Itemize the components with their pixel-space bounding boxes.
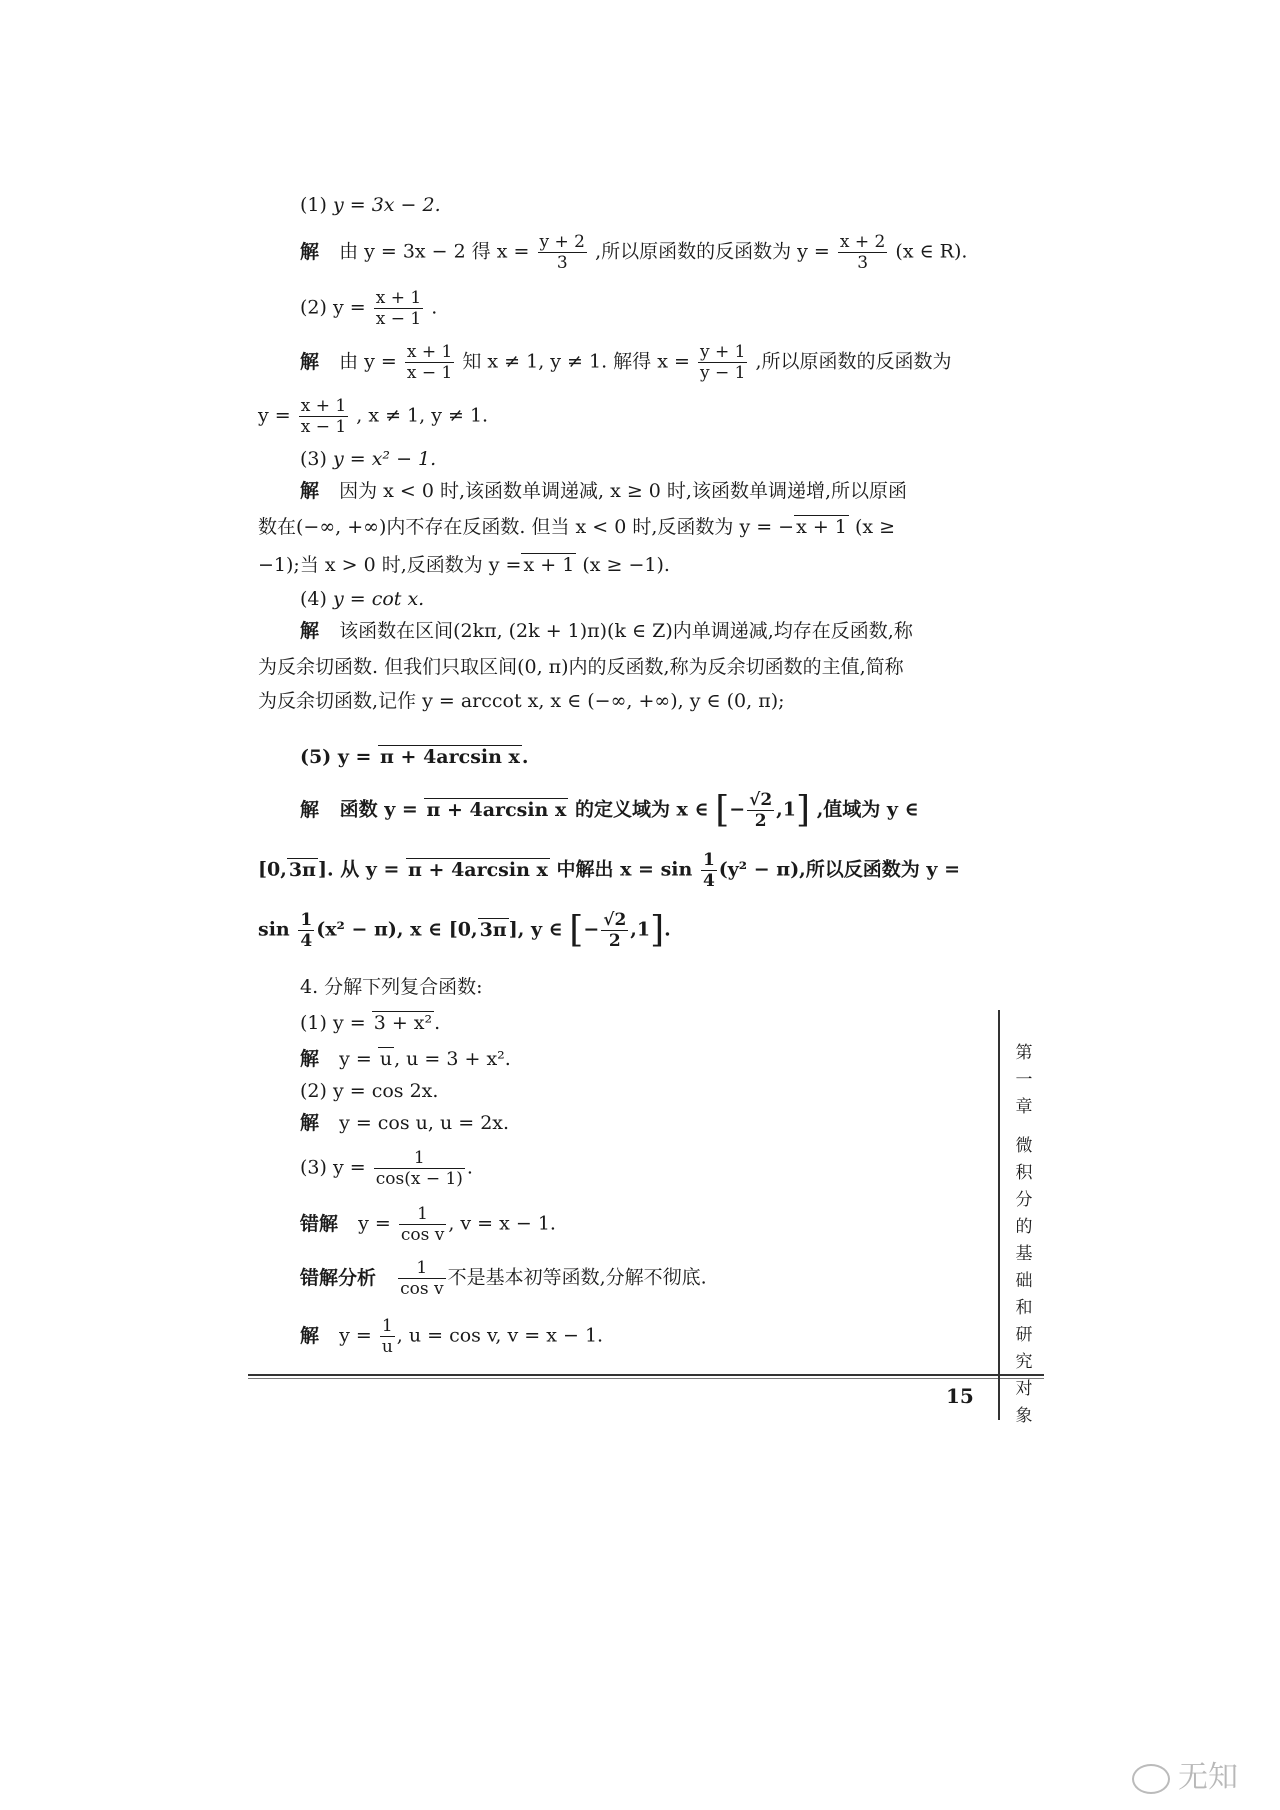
formula: y = [332,296,366,319]
watermark-text: 无知 [1178,1760,1238,1795]
solution-label: 解 [300,480,320,502]
footer-rule-thin [248,1378,1044,1379]
fraction: $\frac{x + 1}{x - 1}$ [300,396,347,437]
q4-3-statement: (3) y = $\frac{1}{\cos(x - 1)}$ . [300,1148,473,1189]
left-bracket: [ [569,909,584,951]
item-label: (5) [300,746,332,768]
fraction: $\frac{1}{u}$ [381,1316,393,1357]
sqrt: π + 4arcsin x [408,858,548,881]
item-1-solution [300,232,967,273]
fraction: $\frac{1}{\cos(x - 1)}$ [375,1148,463,1189]
solution-label: 解 [300,350,320,373]
fraction: $\frac{√2}{2}$ [603,910,627,951]
solution-label: 解 [300,1324,320,1347]
item-5-solution-line1: 解 函数 y = π + 4arcsin x 的定义域为 x ∈ [− $\frac{√2}{2}$ ,1] ,值域为 y ∈ [300,789,919,831]
item-5-solution-line3: sin $\frac{1}{4}$ (x² − π), x ∈ [0, 3π ], y ∈ [− $\frac{√2}{2}$ ,1]. [258,909,671,951]
item-4-solution-line3: 为反余切函数,记作 y = arccot x, x ∈ (−∞, +∞), y ∈ (0, π); [258,690,785,712]
item-4-solution-line1: 解 该函数在区间(2kπ, (2k + 1)π)(k ∈ Z)内单调递减,均存在反函数,称 [300,620,913,642]
fraction: $\frac{√2}{2}$ [749,790,773,831]
sqrt: π + 4arcsin x [426,798,567,821]
solution-text: (x ∈ R). [895,240,968,263]
solution-label: 解 [300,1112,320,1134]
q4-3-wrong-solution: 错解 y = $\frac{1}{\text{cos v}}$ , v = x − 1. [300,1204,556,1245]
sqrt: x + 1 [523,554,575,576]
q4-1-statement: (1) y = 3 + x² . [300,1012,441,1034]
wechat-icon [1132,1764,1170,1794]
fraction: $\frac{1}{4}$ [702,850,715,891]
item-label: (2) [300,1080,327,1102]
q4-2-solution: 解 y = cos u, u = 2x. [300,1112,510,1134]
fraction: $\frac{1}{\text{cos v}}$ [400,1258,444,1299]
fraction: $\frac{x + 2}{3}$ [839,232,886,273]
item-label: (3) [300,1156,327,1179]
left-bracket: [ [715,789,730,831]
solution-text: ,所以原函数的反函数为 y = [595,240,830,263]
chapter-side-tab: 第 一 章 微 积 分 的 基 础 和 研 究 对 象 [1015,1043,1033,1426]
sqrt: π + 4arcsin x [380,746,520,768]
q4-2-statement: (2) y = cos 2x. [300,1080,439,1102]
item-label: (3) [300,448,327,470]
item-label: (1) [300,194,327,216]
item-5-solution-line2: [0, 3π ]. 从 y = π + 4arcsin x 中解出 x = sin $\frac{1}{4}$ (y² − π),所以反函数为 y = [258,850,960,891]
fraction: $\frac{1}{4}$ [300,910,313,951]
item-1-statement [300,196,441,215]
solution-label: 解 [300,240,320,263]
footer-rule [248,1374,1044,1376]
watermark [1132,1752,1238,1796]
item-2-solution-cont: y = $\frac{x + 1}{x - 1}$ , x ≠ 1, y ≠ 1. [258,396,489,437]
item-label: (1) [300,1012,327,1034]
sqrt: 3π [288,858,316,881]
item-label: (4) [300,588,327,610]
formula: y = x² − 1. [332,448,437,470]
q4-1-solution: 解 y = u , u = 3 + x². [300,1048,511,1070]
fraction: $\frac{x + 1}{x - 1}$ [375,288,422,329]
section-heading: 4. 分解下列复合函数: [300,976,483,998]
solution-label: 解 [300,1048,320,1070]
side-tab-rule [998,1010,1000,1420]
formula: y = cot x. [332,588,425,610]
analysis-label: 错解分析 [300,1266,377,1289]
q4-3-solution: 解 y = $\frac{1}{u}$ , u = cos v, v = x − 1. [300,1316,604,1357]
right-bracket: ] [796,789,811,831]
fraction: $\frac{y + 1}{y - 1}$ [699,342,746,383]
item-3-statement [300,450,436,469]
fraction: $\frac{1}{\text{cos v}}$ [400,1204,445,1245]
solution-label: 解 [300,620,320,642]
item-3-solution-line3: −1);当 x > 0 时,反函数为 y = x + 1 (x ≥ −1). [258,554,670,576]
right-bracket: ] [650,909,665,951]
wrong-solution-label: 错解 [300,1212,339,1235]
item-5-statement: (5) y = π + 4arcsin x . [300,746,529,768]
item-3-solution-line1: 解 因为 x < 0 时,该函数单调递减, x ≥ 0 时,该函数单调递增,所以原函 [300,480,907,502]
sqrt: u [379,1048,393,1070]
item-4-solution-line2: 为反余切函数. 但我们只取区间(0, π)内的反函数,称为反余切函数的主值,简称 [258,656,904,678]
item-4-statement [300,590,424,609]
item-label: (2) [300,296,327,319]
fraction: $\frac{x + 1}{x - 1}$ [406,342,453,383]
sqrt: 3π [479,918,507,941]
sqrt: 3 + x² [373,1012,433,1034]
solution-text: 由 y = 3x − 2 得 x = [339,240,530,263]
item-2-statement: (2) y = $\frac{x + 1}{x - 1}$ . [300,288,438,329]
solution-label: 解 [300,798,320,821]
formula: y = 3x − 2. [332,194,441,216]
sqrt: x + 1 [796,516,847,538]
fraction: $\frac{y + 2}{3}$ [539,232,586,273]
item-2-solution: 解 由 y = $\frac{x + 1}{x - 1}$ 知 x ≠ 1, y ≠ 1. 解得 x = $\frac{y + 1}{y - 1}$ ,所以原函数的反函数为 [300,342,952,383]
item-3-solution-line2: 数在(−∞, +∞)内不存在反函数. 但当 x < 0 时,反函数为 y = − x + 1 (x ≥ [258,516,896,538]
page-number: 15 [946,1384,974,1408]
q4-3-analysis: 错解分析 $\frac{1}{\text{cos v}}$ 不是基本初等函数,分解不彻底. [300,1258,707,1299]
